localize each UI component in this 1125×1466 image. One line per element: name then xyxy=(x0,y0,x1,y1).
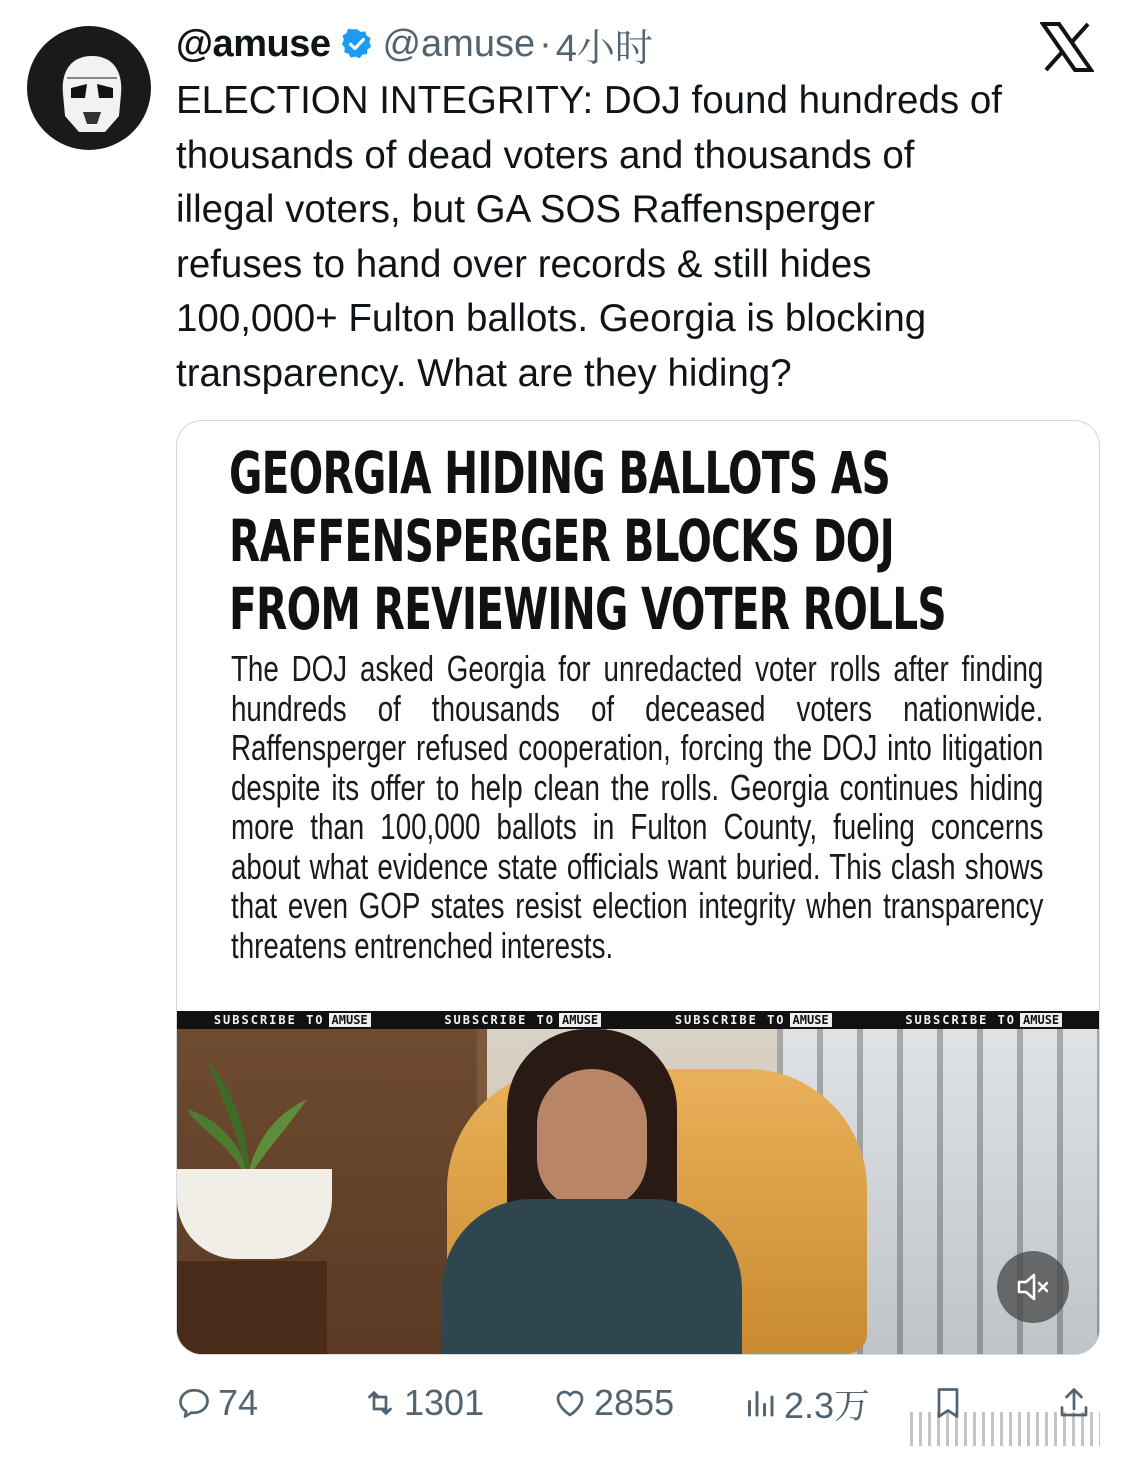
watermark xyxy=(910,1412,1100,1446)
headline-line: RAFFENSPERGER BLOCKS DOJ xyxy=(229,507,894,575)
reply-icon xyxy=(176,1385,212,1421)
banner-item: SUBSCRIBE TO AMUSE xyxy=(675,1013,832,1027)
muted-speaker-icon xyxy=(1013,1267,1053,1307)
banner-item: SUBSCRIBE TO AMUSE xyxy=(444,1013,601,1027)
banner-item: SUBSCRIBE TO AMUSE xyxy=(214,1013,371,1027)
author-handle[interactable]: @amuse xyxy=(382,22,536,65)
heart-icon xyxy=(552,1385,588,1421)
speaker-face xyxy=(537,1069,647,1209)
mute-button[interactable] xyxy=(997,1251,1069,1323)
verified-badge-icon xyxy=(340,27,374,61)
video-player[interactable] xyxy=(177,1029,1099,1354)
media-headline xyxy=(229,439,946,643)
repost-count: 1301 xyxy=(404,1382,485,1423)
tweet-text: ELECTION INTEGRITY: DOJ found hundreds of thousands of dead voters and thousands of illegal voters, but GA SOS Raffensperger refuses to hand over records & still hides 100,000+ Fulton ballots. Georgia is blocking transparency. What are they hiding? xyxy=(176,79,1002,395)
speaker-body xyxy=(442,1199,742,1354)
side-table xyxy=(177,1261,327,1354)
author-name[interactable]: @amuse xyxy=(176,22,331,65)
analytics-icon xyxy=(742,1385,778,1421)
x-logo-icon[interactable] xyxy=(1040,22,1094,72)
headline-line: FROM REVIEWING VOTER ROLLS xyxy=(229,575,946,643)
like-button[interactable] xyxy=(552,1378,674,1428)
views-button[interactable] xyxy=(742,1378,870,1428)
reply-button[interactable] xyxy=(176,1378,258,1428)
subscribe-banner xyxy=(177,1011,1099,1029)
tweet-header xyxy=(176,20,653,68)
like-count: 2855 xyxy=(594,1382,675,1423)
separator-dot: · xyxy=(539,22,552,65)
banner-item: SUBSCRIBE TO AMUSE xyxy=(905,1013,1062,1027)
repost-button[interactable] xyxy=(362,1378,484,1428)
reply-count: 74 xyxy=(218,1382,259,1423)
plant-pot xyxy=(177,1169,332,1259)
headline-line: GEORGIA HIDING BALLOTS AS xyxy=(229,439,891,507)
repost-icon xyxy=(362,1385,398,1421)
tweet-media[interactable] xyxy=(176,420,1100,1355)
avatar[interactable] xyxy=(27,26,151,150)
stormtrooper-helmet-icon xyxy=(57,54,127,136)
view-count: 2.3万 xyxy=(784,1384,871,1426)
orchid-plant xyxy=(187,1049,307,1179)
media-body-text: The DOJ asked Georgia for unredacted voter rolls after finding hundreds of thousands of deceased voters nationwide. Raffensperger refused cooperation, forcing the DOJ into litigation despite its offer to help clean the rolls. Georgia continues hiding more than 100,000 ballots in Fulton County, fueling concerns about what evidence state officials want buried. This clash shows that even GOP states resist election integrity when transparency threatens entrenched interests. xyxy=(231,648,1044,966)
timestamp[interactable]: 4小时 xyxy=(555,27,653,70)
